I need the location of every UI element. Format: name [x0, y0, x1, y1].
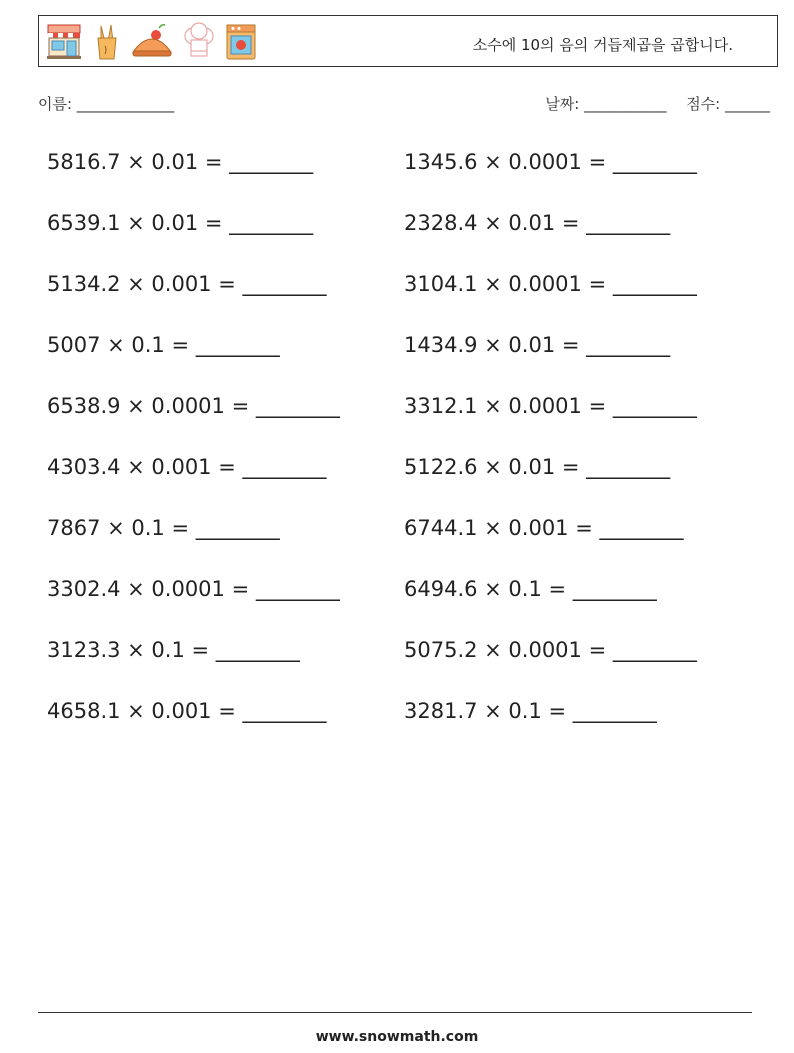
problem-right-10: 3281.7 × 0.1 = ________ [404, 699, 657, 723]
problem-left-8: 3302.4 × 0.0001 = ________ [47, 577, 340, 601]
problem-right-5: 3312.1 × 0.0001 = ________ [404, 394, 697, 418]
problem-right-4: 1434.9 × 0.01 = ________ [404, 333, 671, 357]
pie-icon [130, 22, 174, 62]
chef-hat-icon [182, 22, 216, 62]
footer-website: www.snowmath.com [315, 1029, 479, 1045]
problem-right-3: 3104.1 × 0.0001 = ________ [404, 272, 697, 296]
header-icons [44, 22, 258, 62]
footer-divider [38, 1012, 752, 1013]
problem-left-4: 5007 × 0.1 = ________ [47, 333, 280, 357]
problem-left-10: 4658.1 × 0.001 = ________ [47, 699, 327, 723]
problem-left-9: 3123.3 × 0.1 = ________ [47, 638, 300, 662]
problem-right-6: 5122.6 × 0.01 = ________ [404, 455, 671, 479]
oven-icon [224, 22, 258, 62]
problem-left-7: 7867 × 0.1 = ________ [47, 516, 280, 540]
date-field: 날짜: ___________ [545, 95, 667, 113]
problem-right-1: 1345.6 × 0.0001 = ________ [404, 150, 697, 174]
problem-right-8: 6494.6 × 0.1 = ________ [404, 577, 657, 601]
bread-icon [92, 22, 122, 62]
problem-left-2: 6539.1 × 0.01 = ________ [47, 211, 314, 235]
problem-left-5: 6538.9 × 0.0001 = ________ [47, 394, 340, 418]
problem-right-2: 2328.4 × 0.01 = ________ [404, 211, 671, 235]
problem-left-3: 5134.2 × 0.001 = ________ [47, 272, 327, 296]
problem-left-1: 5816.7 × 0.01 = ________ [47, 150, 314, 174]
name-field: 이름: _____________ [38, 95, 175, 113]
problem-left-6: 4303.4 × 0.001 = ________ [47, 455, 327, 479]
worksheet-header [38, 15, 778, 67]
score-field: 점수: ______ [686, 95, 770, 113]
problem-right-9: 5075.2 × 0.0001 = ________ [404, 638, 697, 662]
shop-icon [44, 22, 84, 62]
problem-right-7: 6744.1 × 0.001 = ________ [404, 516, 684, 540]
date-score-fields [545, 93, 770, 114]
worksheet-title: 소수에 10의 음의 거듭제곱을 곱합니다. [472, 36, 733, 54]
